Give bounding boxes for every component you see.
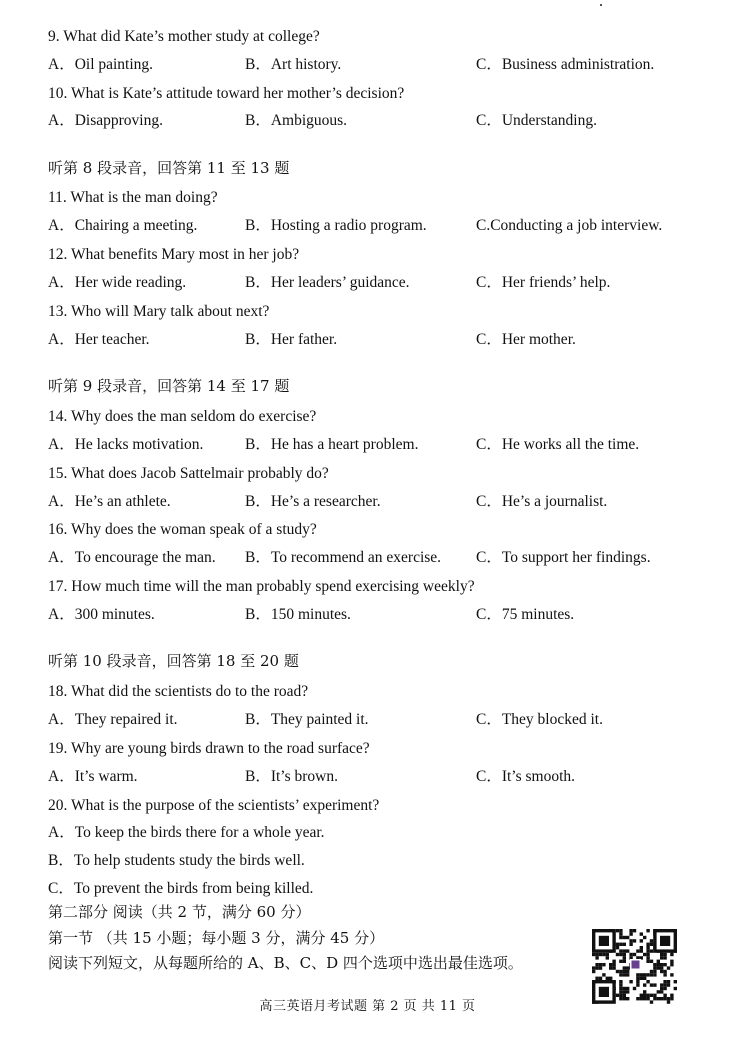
answer-option: B．Art history.: [245, 56, 342, 73]
question-text: 16. Why does the woman speak of a study?: [48, 521, 317, 538]
question-text: 13. Who will Mary talk about next?: [48, 303, 270, 320]
answer-option: B．Her leaders’ guidance.: [245, 274, 410, 291]
answer-option: A．Chairing a meeting.: [48, 217, 198, 234]
section-heading: 第一节 （共 15 小题；每小题 3 分，满分 45 分）: [48, 929, 385, 947]
answer-option: A．300 minutes.: [48, 606, 155, 623]
section-heading: 听第 10 段录音，回答第 18 至 20 题: [48, 652, 299, 670]
answer-option: B．He’s a researcher.: [245, 493, 381, 510]
answer-option: A．To encourage the man.: [48, 549, 216, 566]
question-text: 19. Why are young birds drawn to the road surface?: [48, 740, 370, 757]
answer-option: A．Oil painting.: [48, 56, 154, 73]
answer-option: B．150 minutes.: [245, 606, 351, 623]
answer-option: B．They painted it.: [245, 711, 369, 728]
answer-option: C．It’s smooth.: [476, 768, 576, 785]
answer-option: C．75 minutes.: [476, 606, 575, 623]
answer-option: A．He’s an athlete.: [48, 493, 171, 510]
answer-option: C．To support her findings.: [476, 549, 651, 566]
answer-option: A．Her teacher.: [48, 331, 150, 348]
answer-option: B．Hosting a radio program.: [245, 217, 427, 234]
answer-option: B．He has a heart problem.: [245, 436, 419, 453]
answer-option: C．Her mother.: [476, 331, 576, 348]
section-heading: 第二部分 阅读（共 2 节，满分 60 分）: [48, 903, 311, 921]
answer-option: B．Her father.: [245, 331, 338, 348]
answer-option: A．It’s warm.: [48, 768, 138, 785]
section-heading: 阅读下列短文，从每题所给的 A、B、C、D 四个选项中选出最佳选项。: [48, 954, 523, 972]
question-text: A．To keep the birds there for a whole year.: [48, 824, 325, 841]
answer-option: C．Understanding.: [476, 112, 597, 129]
answer-option: C.Conducting a job interview.: [476, 217, 663, 234]
answer-option: C．Her friends’ help.: [476, 274, 611, 291]
question-text: 15. What does Jacob Sattelmair probably do?: [48, 465, 329, 482]
question-text: 10. What is Kate’s attitude toward her mother’s decision?: [48, 85, 405, 102]
question-text: C．To prevent the birds from being killed.: [48, 880, 314, 897]
page-footer: 高三英语月考试题 第 2 页 共 11 页: [259, 999, 476, 1014]
answer-option: C．He’s a journalist.: [476, 493, 608, 510]
answer-option: B．It’s brown.: [245, 768, 339, 785]
question-text: 11. What is the man doing?: [48, 189, 218, 206]
answer-option: C．They blocked it.: [476, 711, 603, 728]
answer-option: B．Ambiguous.: [245, 112, 348, 129]
question-text: 18. What did the scientists do to the road?: [48, 683, 309, 700]
answer-option: A．He lacks motivation.: [48, 436, 204, 453]
section-heading: 听第 9 段录音，回答第 14 至 17 题: [48, 377, 290, 395]
question-text: 12. What benefits Mary most in her job?: [48, 246, 300, 263]
answer-option: C．He works all the time.: [476, 436, 640, 453]
question-text: 14. Why does the man seldom do exercise?: [48, 408, 317, 425]
answer-option: B．To recommend an exercise.: [245, 549, 442, 566]
question-text: 17. How much time will the man probably spend exercising weekly?: [48, 578, 475, 595]
answer-option: A．Her wide reading.: [48, 274, 187, 291]
question-text: 9. What did Kate’s mother study at college?: [48, 28, 320, 45]
section-heading: 听第 8 段录音，回答第 11 至 13 题: [48, 159, 290, 177]
answer-option: C．Business administration.: [476, 56, 655, 73]
question-text: 20. What is the purpose of the scientists’ experiment?: [48, 797, 380, 814]
question-text: B．To help students study the birds well.: [48, 852, 305, 869]
scan-dot: [600, 4, 602, 6]
answer-option: A．Disapproving.: [48, 112, 163, 129]
answer-option: A．They repaired it.: [48, 711, 178, 728]
qr-code-icon: [592, 929, 678, 1005]
